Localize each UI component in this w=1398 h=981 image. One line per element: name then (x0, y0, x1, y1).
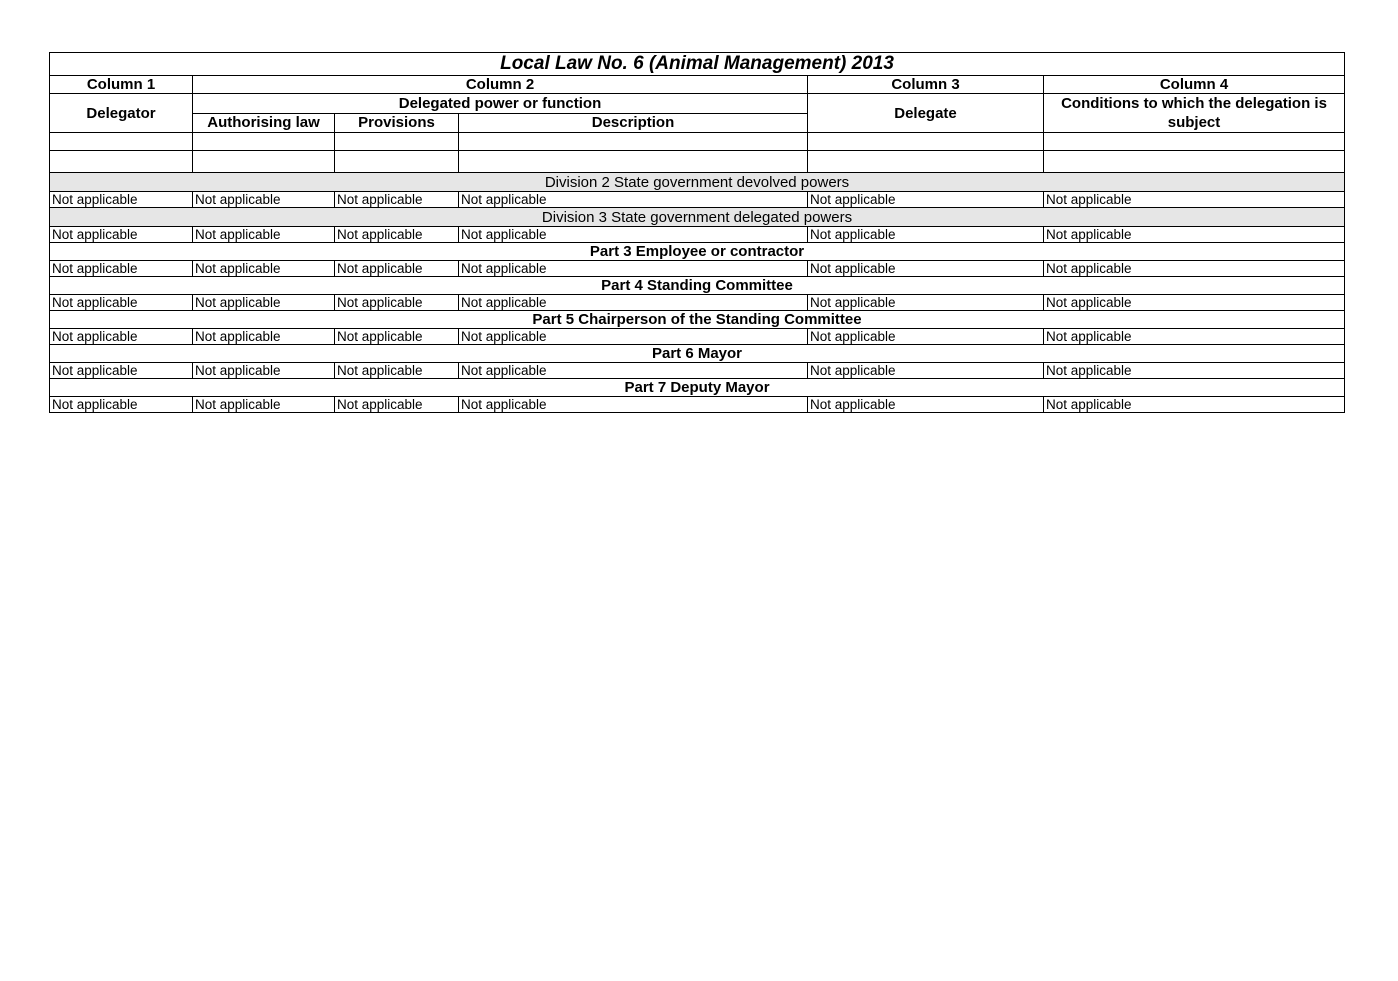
provisions-cell: Not applicable (335, 227, 459, 243)
authorising-law-cell: Not applicable (193, 295, 335, 311)
section-heading-row (50, 173, 1345, 192)
table-row (50, 295, 1345, 311)
provisions-cell: Not applicable (335, 397, 459, 413)
delegator-cell: Not applicable (50, 227, 193, 243)
delegator-cell: Not applicable (50, 363, 193, 379)
section-heading: Part 4 Standing Committee (50, 277, 1345, 295)
description-cell: Not applicable (459, 261, 808, 277)
conditions-cell: Not applicable (1044, 329, 1345, 345)
section-heading-row (50, 208, 1345, 227)
delegator-header: Delegator (50, 94, 193, 133)
delegate-cell: Not applicable (808, 363, 1044, 379)
delegate-header: Delegate (808, 94, 1044, 133)
blank-row (50, 133, 1345, 151)
delegate-cell: Not applicable (808, 192, 1044, 208)
blank-row (50, 151, 1345, 173)
delegated-power-header: Delegated power or function (193, 94, 808, 114)
authorising-law-cell: Not applicable (193, 261, 335, 277)
column-4-header: Column 4 (1044, 76, 1345, 94)
provisions-header: Provisions (335, 113, 459, 133)
authorising-law-cell: Not applicable (193, 192, 335, 208)
delegate-cell: Not applicable (808, 227, 1044, 243)
table-row (50, 329, 1345, 345)
conditions-cell: Not applicable (1044, 363, 1345, 379)
section-heading-row (50, 243, 1345, 261)
delegate-cell: Not applicable (808, 295, 1044, 311)
table-row (50, 397, 1345, 413)
authorising-law-cell: Not applicable (193, 363, 335, 379)
authorising-law-header: Authorising law (193, 113, 335, 133)
section-heading-row (50, 311, 1345, 329)
delegator-cell: Not applicable (50, 397, 193, 413)
description-cell: Not applicable (459, 397, 808, 413)
table-title: Local Law No. 6 (Animal Management) 2013 (50, 53, 1345, 76)
authorising-law-cell: Not applicable (193, 397, 335, 413)
column-2-header: Column 2 (193, 76, 808, 94)
section-heading: Part 7 Deputy Mayor (50, 379, 1345, 397)
delegate-cell: Not applicable (808, 397, 1044, 413)
section-heading-row (50, 379, 1345, 397)
section-heading: Part 6 Mayor (50, 345, 1345, 363)
provisions-cell: Not applicable (335, 329, 459, 345)
description-cell: Not applicable (459, 329, 808, 345)
delegator-cell: Not applicable (50, 295, 193, 311)
provisions-cell: Not applicable (335, 261, 459, 277)
section-heading: Division 2 State government devolved powers (50, 173, 1345, 192)
description-header: Description (459, 113, 808, 133)
provisions-cell: Not applicable (335, 295, 459, 311)
column-3-header: Column 3 (808, 76, 1044, 94)
delegation-table (49, 52, 1345, 413)
provisions-cell: Not applicable (335, 363, 459, 379)
description-cell: Not applicable (459, 295, 808, 311)
description-cell: Not applicable (459, 363, 808, 379)
delegate-cell: Not applicable (808, 261, 1044, 277)
description-cell: Not applicable (459, 192, 808, 208)
delegator-cell: Not applicable (50, 261, 193, 277)
conditions-cell: Not applicable (1044, 261, 1345, 277)
table-row (50, 363, 1345, 379)
conditions-cell: Not applicable (1044, 192, 1345, 208)
conditions-cell: Not applicable (1044, 295, 1345, 311)
delegator-cell: Not applicable (50, 329, 193, 345)
section-heading-row (50, 345, 1345, 363)
section-heading: Part 3 Employee or contractor (50, 243, 1345, 261)
delegate-cell: Not applicable (808, 329, 1044, 345)
conditions-header: Conditions to which the delegation is subject (1044, 94, 1345, 133)
section-heading: Division 3 State government delegated powers (50, 208, 1345, 227)
delegator-cell: Not applicable (50, 192, 193, 208)
authorising-law-cell: Not applicable (193, 227, 335, 243)
section-heading: Part 5 Chairperson of the Standing Committee (50, 311, 1345, 329)
section-heading-row (50, 277, 1345, 295)
authorising-law-cell: Not applicable (193, 329, 335, 345)
column-1-header: Column 1 (50, 76, 193, 94)
conditions-cell: Not applicable (1044, 227, 1345, 243)
table-row (50, 261, 1345, 277)
table-row (50, 192, 1345, 208)
table-row (50, 227, 1345, 243)
description-cell: Not applicable (459, 227, 808, 243)
provisions-cell: Not applicable (335, 192, 459, 208)
conditions-cell: Not applicable (1044, 397, 1345, 413)
